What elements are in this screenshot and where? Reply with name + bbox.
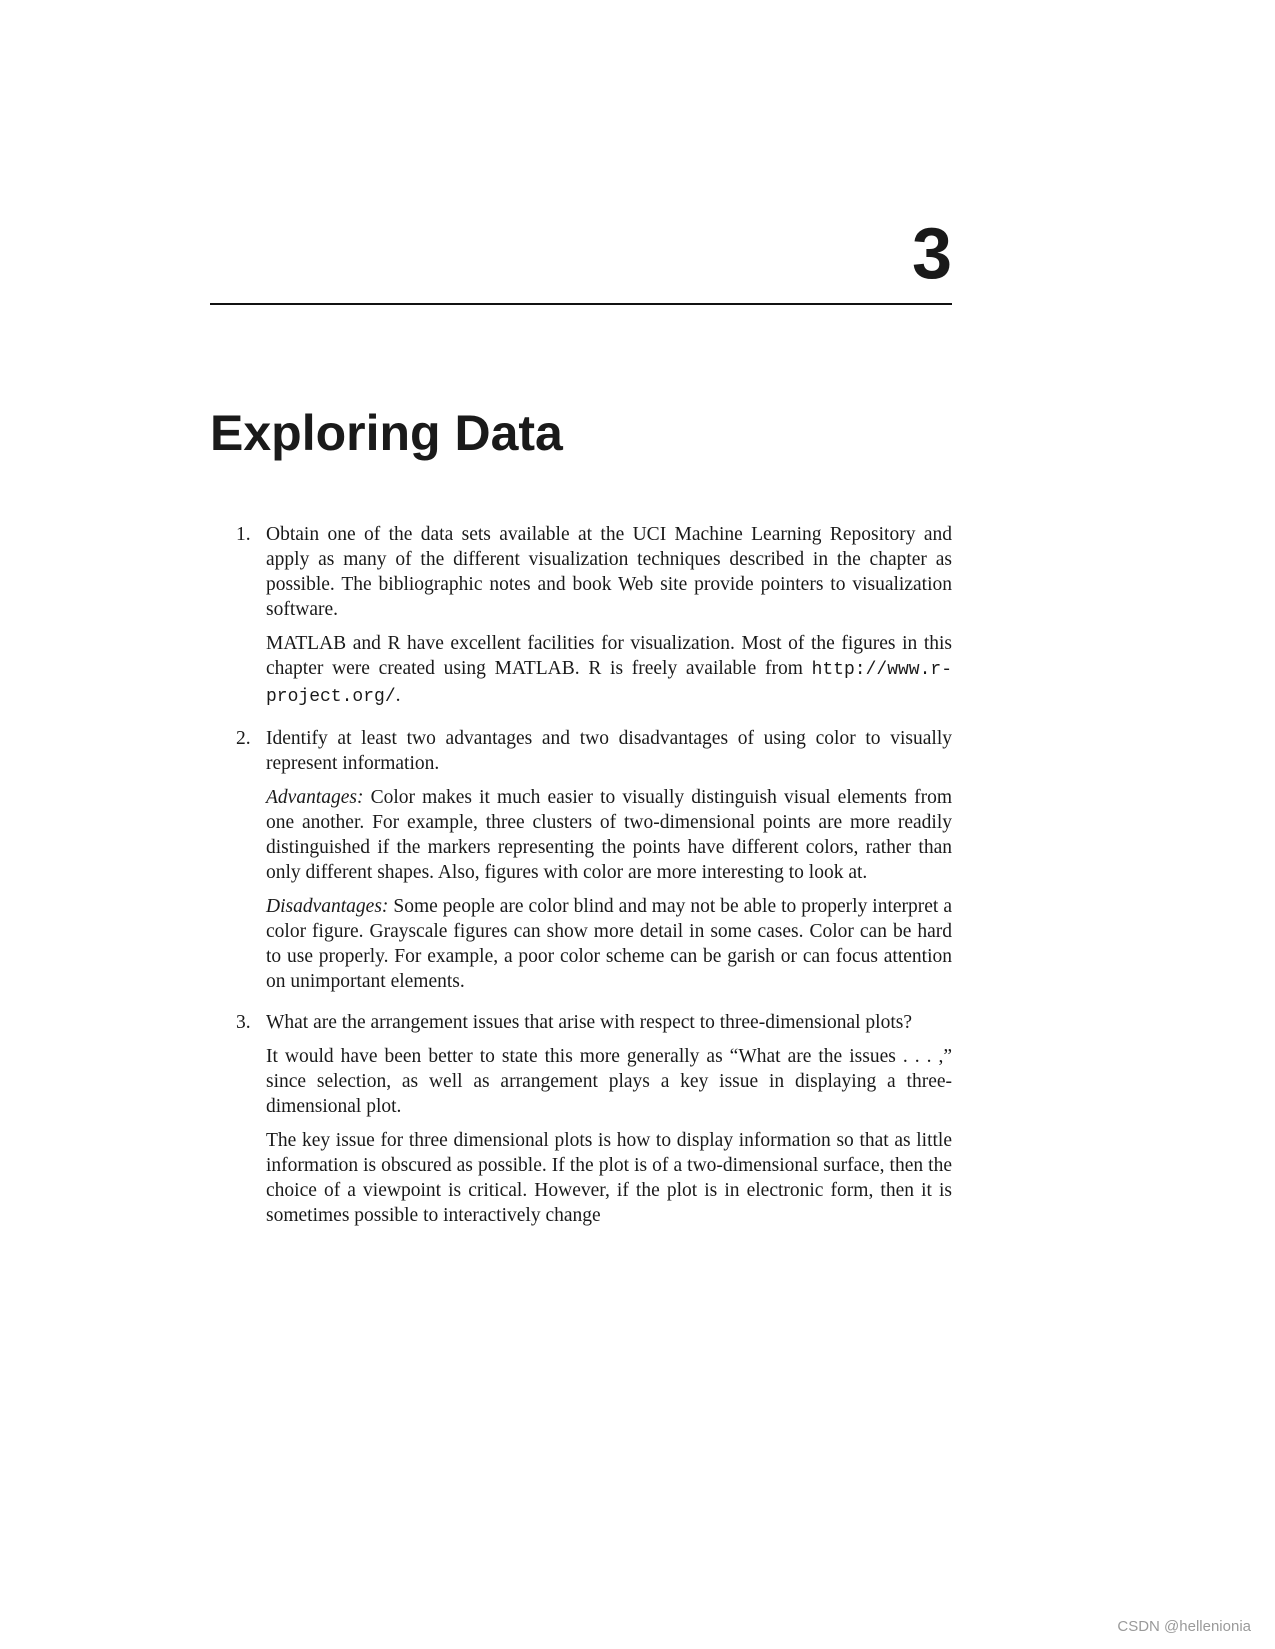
exercise-answer-2: The key issue for three dimensional plots is how to display information so that as little information is obscured as possible. If the plot is of a two-dimensional surface, then the choice of a viewpoint is critical. However, if the plot is in electronic form, then it is sometimes possible to interactively change bbox=[266, 1130, 952, 1226]
exercise-answer bbox=[266, 631, 952, 710]
exercise-number: 1. bbox=[236, 524, 251, 545]
exercise-3 bbox=[210, 1010, 952, 1228]
advantages-paragraph bbox=[266, 785, 952, 885]
watermark: CSDN @hellenionia bbox=[1117, 1618, 1251, 1635]
answer-text: MATLAB and R have excellent facilities for visualization. Most of the figures in this chapter were created using MATLAB. R is freely available from bbox=[266, 633, 952, 679]
disadvantages-paragraph bbox=[266, 894, 952, 994]
chapter-number: 3 bbox=[911, 214, 952, 294]
r-project-url: http://www.r-project.org/ bbox=[266, 660, 953, 707]
exercise-answer-1: It would have been better to state this more generally as “What are the issues . . . ,” since selection, as well as arrangement plays a key issue in displaying a three-dimensional plot. bbox=[266, 1046, 952, 1117]
advantages-text: Color makes it much easier to visually distinguish visual elements from one another. For example, three clusters of two-dimensional points are more readily distinguished if the markers representing the points have different colors, rather than only different shapes. Also, figures with color are more interesting to look at. bbox=[266, 787, 952, 883]
exercise-question: Obtain one of the data sets available at the UCI Machine Learning Repository and apply as many of the different visualization techniques described in the chapter as possible. The bibliographic notes and book Web site provide pointers to visualization software. bbox=[266, 524, 952, 620]
advantages-label: Advantages: bbox=[266, 787, 364, 808]
exercise-list bbox=[210, 522, 952, 1244]
exercise-number: 3. bbox=[236, 1012, 251, 1033]
exercise-1 bbox=[210, 522, 952, 710]
disadvantages-text: Some people are color blind and may not be able to properly interpret a color figure. Grayscale figures can show more detail in some cases. Color can be hard to use properly. For example, a poor color scheme can be garish or can focus attention on unimportant elements. bbox=[266, 896, 952, 992]
answer-end: . bbox=[395, 685, 401, 706]
exercise-question: What are the arrangement issues that arise with respect to three-dimensional plots? bbox=[266, 1012, 912, 1033]
exercise-2 bbox=[210, 726, 952, 994]
exercise-number: 2. bbox=[236, 728, 251, 749]
disadvantages-label: Disadvantages: bbox=[266, 896, 389, 917]
exercise-question: Identify at least two advantages and two disadvantages of using color to visually represent information. bbox=[266, 728, 952, 774]
chapter-title: Exploring Data bbox=[210, 405, 563, 461]
chapter-rule bbox=[210, 303, 952, 305]
